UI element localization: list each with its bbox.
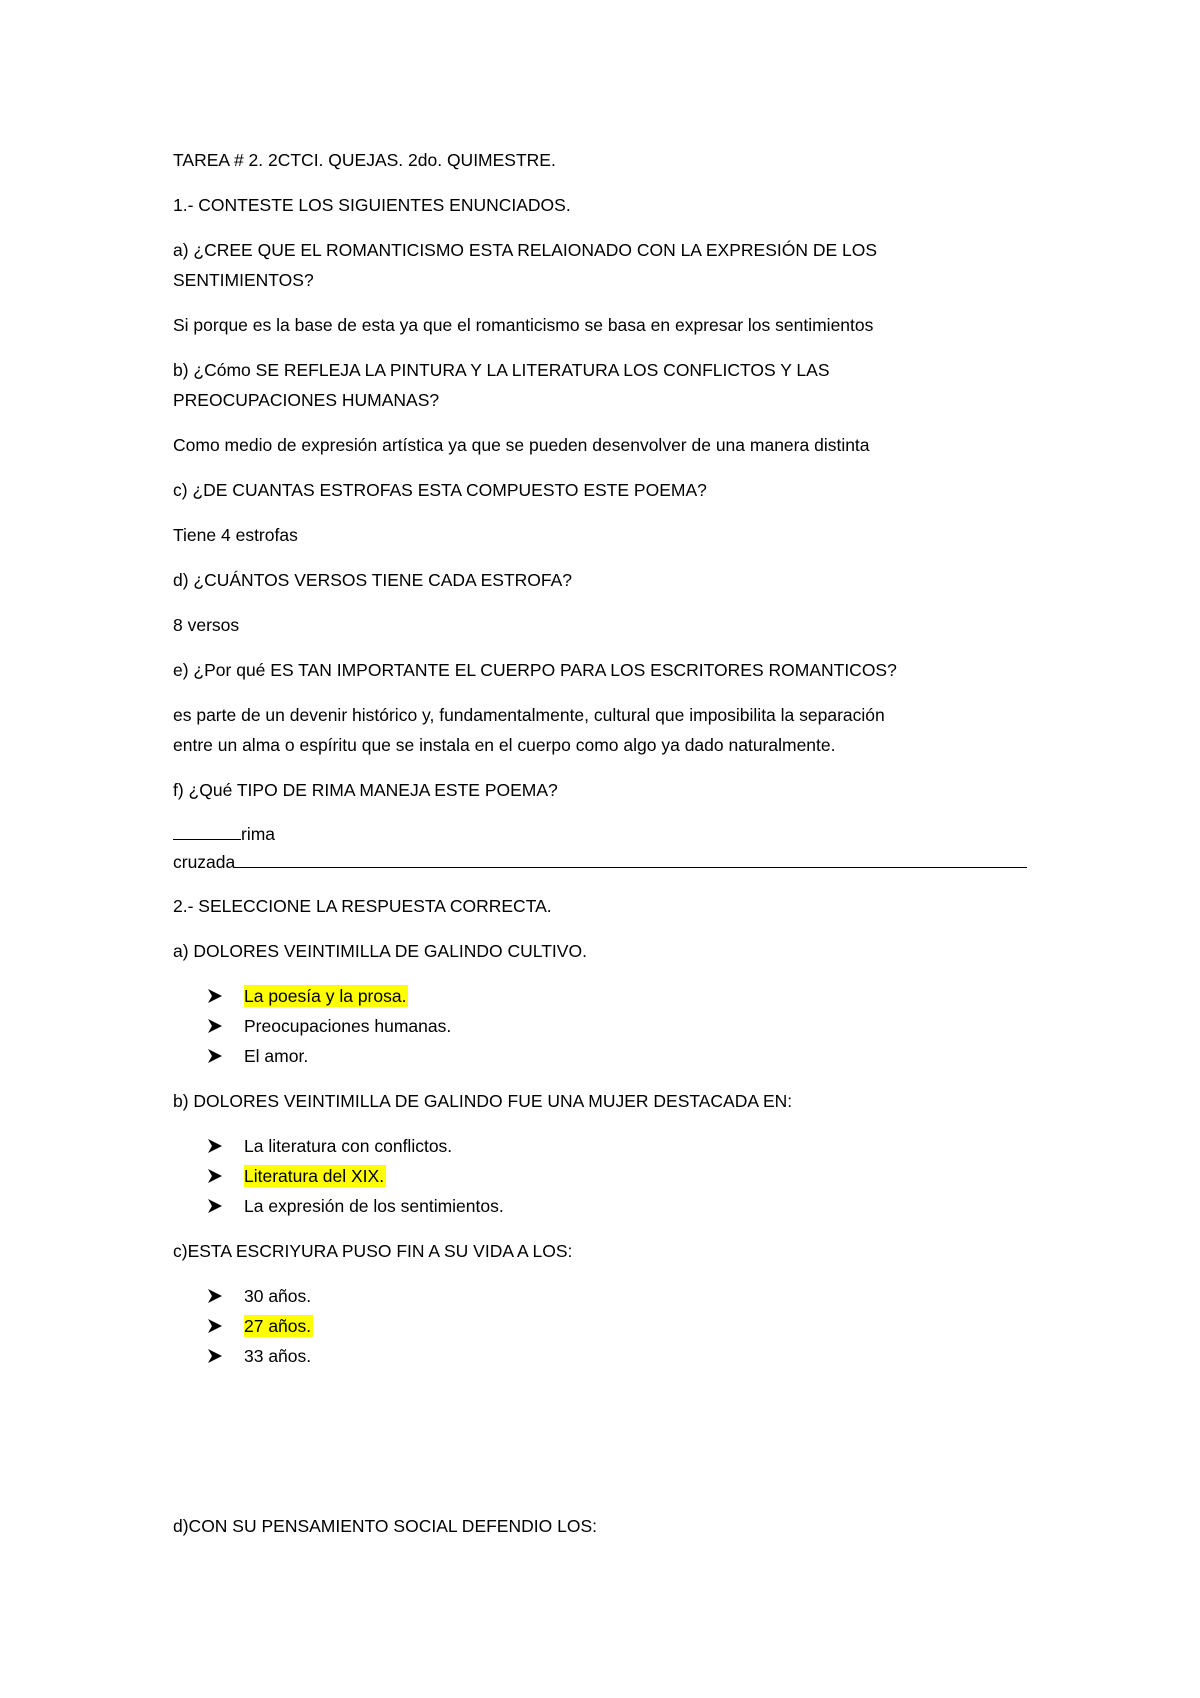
answer-1f-word2: cruzada [173, 852, 236, 872]
option-item [207, 1281, 1033, 1311]
answer-blank-short [173, 838, 241, 840]
answer-1e-line2: entre un alma o espíritu que se instala en el cuerpo como algo ya dado naturalmente. [173, 735, 836, 755]
document-title: TAREA # 2. 2CTCI. QUEJAS. 2do. QUIMESTRE. [173, 150, 556, 170]
answer-blank-long [235, 866, 1027, 868]
section2-heading: 2.- SELECCIONE LA RESPUESTA CORRECTA. [173, 896, 552, 916]
question-1d: d) ¿CUÁNTOS VERSOS TIENE CADA ESTROFA? [173, 570, 573, 590]
options-2a [173, 981, 1033, 1071]
option-label: El amor. [244, 1046, 309, 1066]
answer-1f-line2 [173, 848, 1033, 876]
option-item [207, 1191, 1033, 1221]
option-item [207, 1161, 1033, 1191]
question-2b: b) DOLORES VEINTIMILLA DE GALINDO FUE UNA MUJER DESTACADA EN: [173, 1091, 793, 1111]
arrow-bullet-icon [207, 1048, 223, 1064]
question-1c: c) ¿DE CUANTAS ESTROFAS ESTA COMPUESTO ESTE POEMA? [173, 480, 707, 500]
options-2b [173, 1131, 1033, 1221]
section1-heading: 1.- CONTESTE LOS SIGUIENTES ENUNCIADOS. [173, 195, 571, 215]
answer-1d: 8 versos [173, 615, 240, 635]
option-item [207, 1131, 1033, 1161]
question-1f: f) ¿Qué TIPO DE RIMA MANEJA ESTE POEMA? [173, 780, 558, 800]
option-label: 27 años. [244, 1316, 312, 1336]
option-label: Preocupaciones humanas. [244, 1016, 452, 1036]
arrow-bullet-icon [207, 1288, 223, 1304]
option-label: La literatura con conflictos. [244, 1136, 453, 1156]
option-label: La poesía y la prosa. [244, 986, 407, 1006]
option-item [207, 1041, 1033, 1071]
answer-1a: Si porque es la base de esta ya que el romanticismo se basa en expresar los sentimientos [173, 315, 874, 335]
question-1e: e) ¿Por qué ES TAN IMPORTANTE EL CUERPO PARA LOS ESCRITORES ROMANTICOS? [173, 660, 897, 680]
answer-1e [173, 700, 1033, 760]
arrow-bullet-icon [207, 1348, 223, 1364]
question-1a-line2: SENTIMIENTOS? [173, 270, 314, 290]
blank-spacer [173, 1386, 1033, 1511]
arrow-bullet-icon [207, 1198, 223, 1214]
question-1b [173, 355, 1033, 415]
question-2c: c)ESTA ESCRIYURA PUSO FIN A SU VIDA A LOS: [173, 1241, 573, 1261]
options-2c [173, 1281, 1033, 1371]
option-item [207, 1311, 1033, 1341]
option-label: 33 años. [244, 1346, 312, 1366]
question-1b-line2: PREOCUPACIONES HUMANAS? [173, 390, 440, 410]
arrow-bullet-icon [207, 988, 223, 1004]
question-1a-line1: a) ¿CREE QUE EL ROMANTICISMO ESTA RELAIONADO CON LA EXPRESIÓN DE LOS [173, 240, 878, 260]
answer-1f-line1 [173, 820, 1033, 848]
option-label: 30 años. [244, 1286, 312, 1306]
option-item [207, 981, 1033, 1011]
option-label: La expresión de los sentimientos. [244, 1196, 504, 1216]
option-item [207, 1341, 1033, 1371]
question-1a [173, 235, 1033, 295]
question-1b-line1: b) ¿Cómo SE REFLEJA LA PINTURA Y LA LITERATURA LOS CONFLICTOS Y LAS [173, 360, 830, 380]
document-body [173, 145, 1033, 1556]
question-2a: a) DOLORES VEINTIMILLA DE GALINDO CULTIVO. [173, 941, 587, 961]
answer-1f-word1: rima [241, 824, 276, 844]
option-item [207, 1011, 1033, 1041]
answer-1e-line1: es parte de un devenir histórico y, fundamentalmente, cultural que imposibilita la separación [173, 705, 885, 725]
option-label: Literatura del XIX. [244, 1166, 385, 1186]
arrow-bullet-icon [207, 1138, 223, 1154]
question-2d: d)CON SU PENSAMIENTO SOCIAL DEFENDIO LOS: [173, 1516, 597, 1536]
answer-1c: Tiene 4 estrofas [173, 525, 298, 545]
answer-1f [173, 820, 1033, 876]
arrow-bullet-icon [207, 1018, 223, 1034]
answer-1b: Como medio de expresión artística ya que se pueden desenvolver de una manera distinta [173, 435, 870, 455]
arrow-bullet-icon [207, 1318, 223, 1334]
arrow-bullet-icon [207, 1168, 223, 1184]
